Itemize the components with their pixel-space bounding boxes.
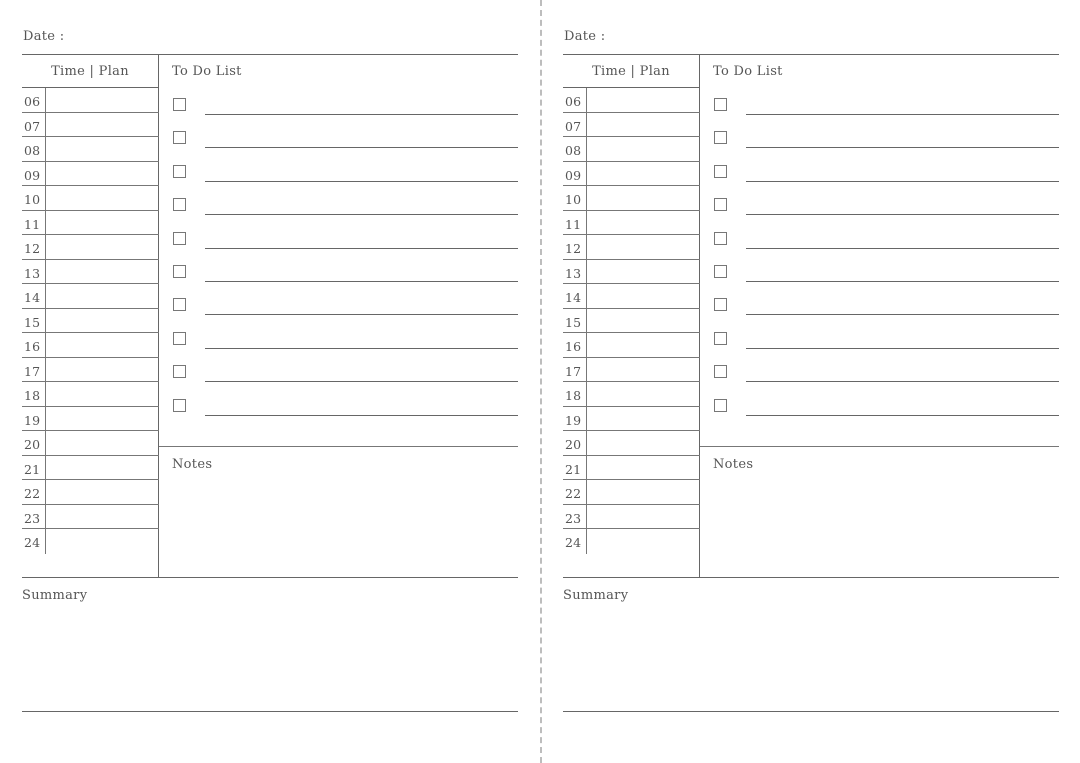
hour-row	[22, 137, 159, 162]
page-divider-dashed	[540, 0, 542, 763]
hour-label: 11	[24, 216, 41, 232]
header-rule	[563, 54, 1059, 55]
hour-label: 13	[565, 265, 582, 281]
hour-label: 06	[565, 94, 582, 109]
hour-label: 17	[565, 363, 582, 379]
hour-label: 22	[24, 486, 41, 501]
hour-column	[563, 87, 700, 554]
hour-label: 16	[565, 339, 582, 354]
hour-row	[563, 333, 700, 358]
hour-row	[22, 407, 159, 432]
plan-cell-divider	[45, 309, 46, 333]
todo-list	[714, 98, 1059, 432]
notes-label: Notes	[713, 457, 754, 472]
todo-write-line	[205, 415, 518, 416]
hour-row	[563, 358, 700, 383]
hour-row	[22, 480, 159, 505]
hour-label: 14	[565, 290, 582, 305]
hour-label: 10	[565, 192, 582, 207]
hour-row	[563, 456, 700, 481]
plan-cell-divider	[45, 211, 46, 235]
todo-write-line	[746, 114, 1059, 115]
summary-rule	[22, 711, 518, 712]
checkbox-icon[interactable]	[714, 232, 727, 245]
plan-cell-divider	[45, 505, 46, 529]
hour-row	[22, 284, 159, 309]
hour-row	[22, 309, 159, 334]
todo-item	[173, 399, 518, 432]
hour-row	[563, 211, 700, 236]
plan-cell-divider	[586, 260, 587, 284]
todo-write-line	[205, 147, 518, 148]
hour-row	[22, 358, 159, 383]
todo-list	[173, 98, 518, 432]
todo-item	[714, 131, 1059, 164]
todo-item	[173, 98, 518, 131]
hour-row	[563, 431, 700, 456]
plan-cell-divider	[45, 529, 46, 554]
plan-cell-divider	[586, 284, 587, 308]
plan-cell-divider	[45, 162, 46, 186]
hour-label: 08	[565, 143, 582, 158]
hour-label: 06	[24, 94, 41, 109]
todo-write-line	[205, 114, 518, 115]
checkbox-icon[interactable]	[714, 365, 727, 378]
todo-write-line	[205, 181, 518, 182]
plan-cell-divider	[586, 456, 587, 480]
hour-label: 18	[565, 388, 582, 403]
todo-item	[714, 332, 1059, 365]
todo-write-line	[746, 214, 1059, 215]
planner-page-left	[21, 0, 518, 763]
checkbox-icon[interactable]	[173, 265, 186, 278]
plan-cell-divider	[45, 456, 46, 480]
plan-cell-divider	[586, 88, 587, 112]
hour-row	[22, 333, 159, 358]
todo-write-line	[746, 348, 1059, 349]
todo-list-header: To Do List	[713, 64, 783, 79]
plan-cell-divider	[586, 235, 587, 259]
hour-label: 23	[565, 510, 582, 526]
checkbox-icon[interactable]	[173, 399, 186, 412]
hour-label: 08	[24, 143, 41, 158]
section-rule	[22, 577, 518, 578]
hour-row	[563, 309, 700, 334]
todo-write-line	[205, 381, 518, 382]
plan-cell-divider	[586, 211, 587, 235]
todo-list-header: To Do List	[172, 64, 242, 79]
plan-cell-divider	[45, 137, 46, 161]
checkbox-icon[interactable]	[173, 98, 186, 111]
plan-cell-divider	[45, 260, 46, 284]
checkbox-icon[interactable]	[173, 131, 186, 144]
hour-label: 13	[24, 265, 41, 281]
notes-rule	[159, 446, 518, 447]
plan-cell-divider	[45, 284, 46, 308]
todo-write-line	[205, 214, 518, 215]
plan-cell-divider	[586, 431, 587, 455]
hour-row	[563, 529, 700, 554]
hour-label: 16	[24, 339, 41, 354]
todo-item	[173, 365, 518, 398]
hour-row	[22, 431, 159, 456]
checkbox-icon[interactable]	[173, 332, 186, 345]
plan-cell-divider	[586, 480, 587, 504]
plan-cell-divider	[586, 113, 587, 137]
hour-row	[22, 211, 159, 236]
summary-label: Summary	[563, 588, 629, 603]
hour-row	[22, 186, 159, 211]
notes-label: Notes	[172, 457, 213, 472]
hour-label: 19	[565, 412, 582, 428]
hour-label: 10	[24, 192, 41, 207]
hour-label: 20	[565, 437, 582, 452]
hour-label: 24	[565, 535, 582, 550]
todo-write-line	[746, 381, 1059, 382]
hour-row	[22, 382, 159, 407]
hour-label: 09	[565, 167, 582, 183]
todo-item	[714, 399, 1059, 432]
hour-row	[563, 186, 700, 211]
date-label: Date :	[564, 29, 606, 44]
plan-cell-divider	[45, 407, 46, 431]
checkbox-icon[interactable]	[714, 399, 727, 412]
hour-label: 18	[24, 388, 41, 403]
plan-cell-divider	[586, 186, 587, 210]
todo-item	[173, 198, 518, 231]
plan-cell-divider	[45, 431, 46, 455]
hour-row	[563, 382, 700, 407]
hour-row	[563, 284, 700, 309]
hour-row	[563, 88, 700, 113]
plan-cell-divider	[586, 162, 587, 186]
todo-write-line	[746, 314, 1059, 315]
hour-row	[22, 260, 159, 285]
time-plan-header: Time | Plan	[592, 64, 670, 79]
todo-item	[714, 98, 1059, 131]
hour-label: 09	[24, 167, 41, 183]
checkbox-icon[interactable]	[173, 165, 186, 178]
notes-rule	[700, 446, 1059, 447]
plan-cell-divider	[586, 529, 587, 554]
checkbox-icon[interactable]	[714, 131, 727, 144]
hour-row	[22, 456, 159, 481]
summary-rule	[563, 711, 1059, 712]
section-rule	[563, 577, 1059, 578]
plan-cell-divider	[45, 113, 46, 137]
hour-label: 11	[565, 216, 582, 232]
plan-cell-divider	[586, 505, 587, 529]
hour-label: 14	[24, 290, 41, 305]
summary-label: Summary	[22, 588, 88, 603]
todo-item	[173, 298, 518, 331]
todo-write-line	[746, 415, 1059, 416]
hour-label: 20	[24, 437, 41, 452]
hour-column	[22, 87, 159, 554]
todo-item	[714, 232, 1059, 265]
hour-row	[22, 162, 159, 187]
todo-item	[714, 365, 1059, 398]
todo-write-line	[746, 248, 1059, 249]
hour-label: 15	[24, 314, 41, 330]
todo-item	[173, 332, 518, 365]
plan-cell-divider	[586, 358, 587, 382]
hour-label: 17	[24, 363, 41, 379]
checkbox-icon[interactable]	[173, 365, 186, 378]
hour-row	[563, 505, 700, 530]
todo-write-line	[746, 147, 1059, 148]
todo-write-line	[205, 281, 518, 282]
plan-cell-divider	[45, 235, 46, 259]
hour-label: 22	[565, 486, 582, 501]
checkbox-icon[interactable]	[714, 98, 727, 111]
todo-item	[714, 165, 1059, 198]
hour-label: 19	[24, 412, 41, 428]
plan-cell-divider	[586, 309, 587, 333]
hour-row	[22, 529, 159, 554]
checkbox-icon[interactable]	[173, 298, 186, 311]
planner-page-right	[562, 0, 1059, 763]
todo-item	[714, 298, 1059, 331]
checkbox-icon[interactable]	[714, 298, 727, 311]
hour-label: 12	[565, 241, 582, 256]
plan-cell-divider	[45, 480, 46, 504]
plan-cell-divider	[586, 407, 587, 431]
time-plan-header: Time | Plan	[51, 64, 129, 79]
checkbox-icon[interactable]	[173, 198, 186, 211]
hour-row	[563, 260, 700, 285]
hour-label: 23	[24, 510, 41, 526]
checkbox-icon[interactable]	[714, 332, 727, 345]
todo-write-line	[205, 348, 518, 349]
todo-write-line	[746, 181, 1059, 182]
hour-label: 07	[565, 118, 582, 134]
plan-cell-divider	[45, 358, 46, 382]
hour-label: 12	[24, 241, 41, 256]
checkbox-icon[interactable]	[173, 232, 186, 245]
plan-cell-divider	[45, 382, 46, 406]
todo-item	[173, 131, 518, 164]
hour-label: 07	[24, 118, 41, 134]
todo-write-line	[746, 281, 1059, 282]
checkbox-icon[interactable]	[714, 165, 727, 178]
plan-cell-divider	[586, 382, 587, 406]
hour-row	[563, 480, 700, 505]
hour-row	[563, 235, 700, 260]
hour-row	[22, 235, 159, 260]
plan-cell-divider	[586, 137, 587, 161]
plan-cell-divider	[45, 88, 46, 112]
hour-row	[22, 505, 159, 530]
todo-item	[714, 265, 1059, 298]
todo-item	[714, 198, 1059, 231]
plan-cell-divider	[45, 333, 46, 357]
date-label: Date :	[23, 29, 65, 44]
hour-row	[563, 137, 700, 162]
plan-cell-divider	[45, 186, 46, 210]
todo-write-line	[205, 314, 518, 315]
todo-write-line	[205, 248, 518, 249]
todo-item	[173, 265, 518, 298]
hour-label: 24	[24, 535, 41, 550]
hour-label: 21	[24, 461, 41, 477]
checkbox-icon[interactable]	[714, 198, 727, 211]
hour-label: 21	[565, 461, 582, 477]
checkbox-icon[interactable]	[714, 265, 727, 278]
plan-cell-divider	[586, 333, 587, 357]
hour-row	[563, 407, 700, 432]
hour-row	[22, 88, 159, 113]
hour-label: 15	[565, 314, 582, 330]
header-rule	[22, 54, 518, 55]
todo-item	[173, 232, 518, 265]
hour-row	[563, 162, 700, 187]
hour-row	[563, 113, 700, 138]
todo-item	[173, 165, 518, 198]
hour-row	[22, 113, 159, 138]
